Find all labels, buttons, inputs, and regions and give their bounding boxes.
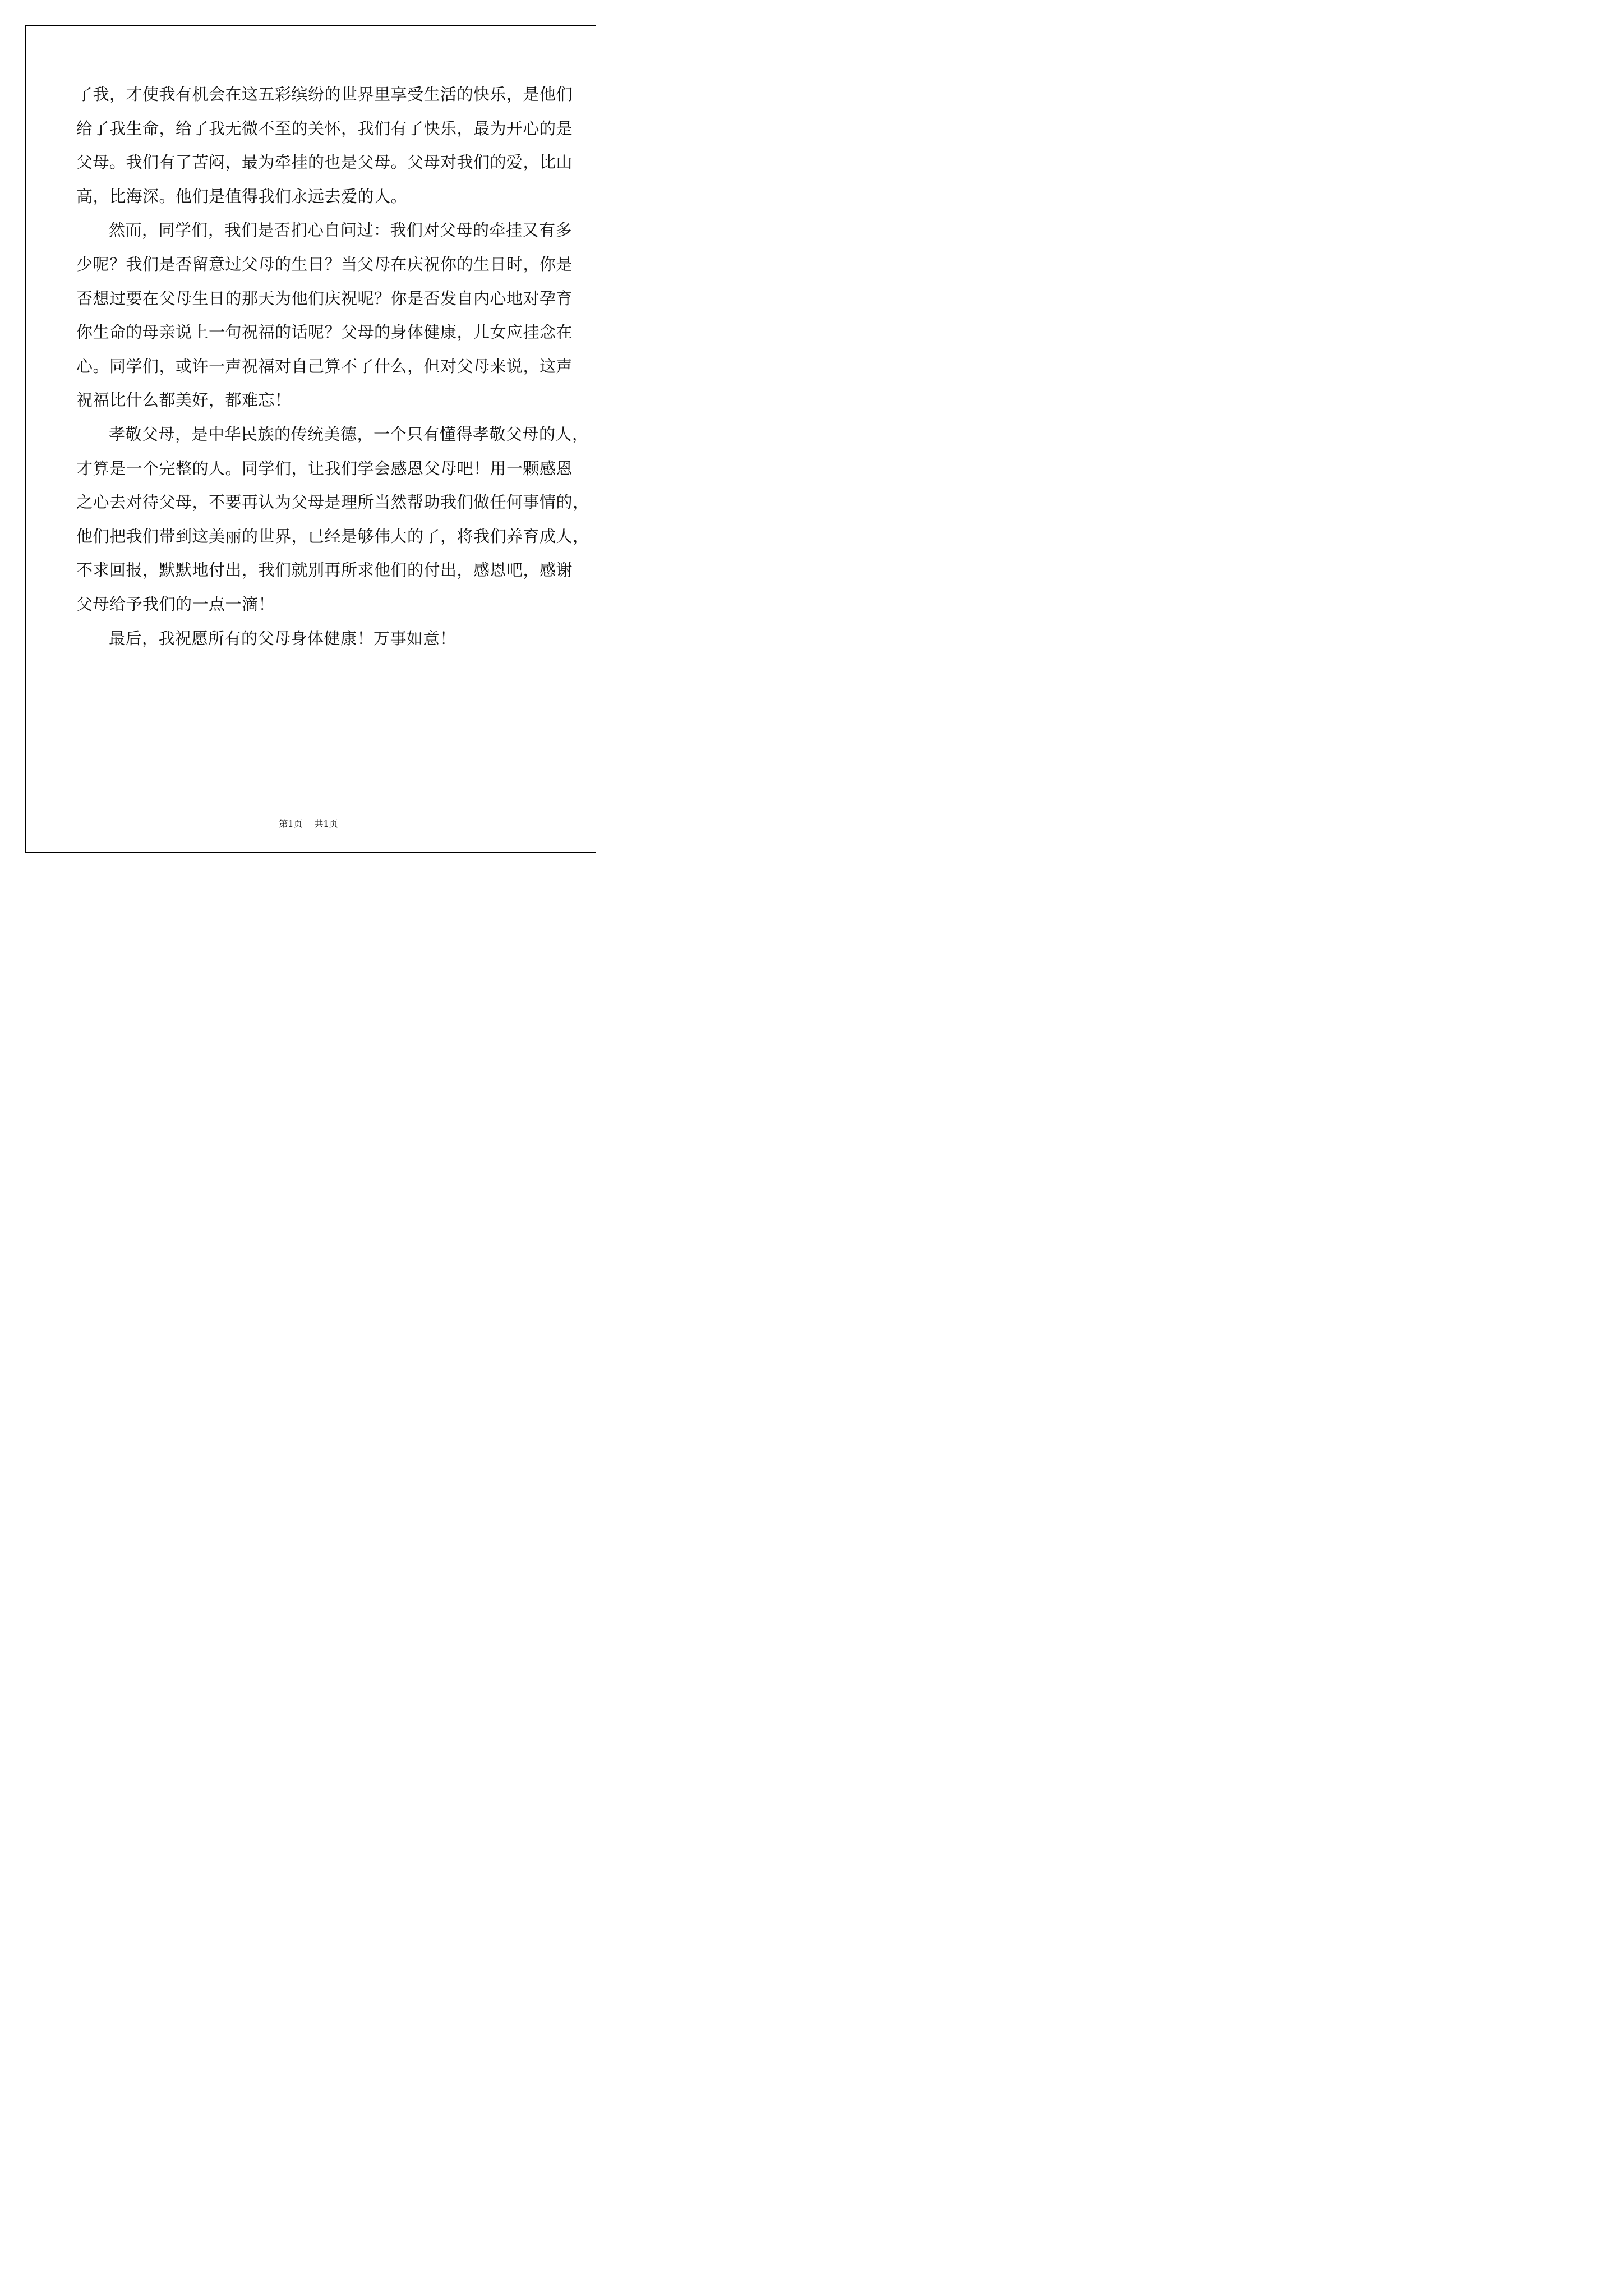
text-line: 然而，同学们，我们是否扪心自问过：我们对父母的牵挂又有多 [109, 220, 573, 240]
document-body [76, 77, 589, 655]
text-line: 高，比海深。他们是值得我们永远去爱的人。 [76, 186, 408, 206]
text-line: 心。同学们，或许一声祝福对自己算不了什么，但对父母来说，这声 [76, 356, 573, 376]
text-line: 孝敬父母，是中华民族的传统美德，一个只有懂得孝敬父母的人， [109, 424, 589, 444]
text-line: 父母。我们有了苦闷，最为牵挂的也是父母。父母对我们的爱，比山 [76, 153, 573, 172]
text-line: 了我，才使我有机会在这五彩缤纷的世界里享受生活的快乐，是他们 [76, 85, 573, 104]
text-line: 少呢？我们是否留意过父母的生日？当父母在庆祝你的生日时，你是 [76, 254, 573, 274]
page-footer [0, 817, 617, 830]
text-line: 之心去对待父母，不要再认为父母是理所当然帮助我们做任何事情的， [76, 493, 589, 512]
page-number: 第1页 [279, 818, 303, 829]
text-line: 不求回报，默默地付出，我们就别再所求他们的付出，感恩吧，感谢 [76, 560, 573, 580]
text-line: 他们把我们带到这美丽的世界，已经是够伟大的了，将我们养育成人， [76, 526, 589, 546]
text-line: 你生命的母亲说上一句祝福的话呢？父母的身体健康，儿女应挂念在 [76, 323, 573, 342]
text-line: 最后，我祝愿所有的父母身体健康！万事如意！ [109, 628, 457, 648]
text-line: 给了我生命，给了我无微不至的关怀，我们有了快乐，最为开心的是 [76, 118, 573, 138]
page-total: 共1页 [314, 818, 338, 829]
text-line: 才算是一个完整的人。同学们，让我们学会感恩父母吧！用一颗感恩 [76, 458, 573, 478]
text-line: 父母给予我们的一点一滴！ [76, 594, 275, 614]
text-line: 否想过要在父母生日的那天为他们庆祝呢？你是否发自内心地对孕育 [76, 288, 573, 308]
text-line: 祝福比什么都美好，都难忘！ [76, 390, 292, 410]
